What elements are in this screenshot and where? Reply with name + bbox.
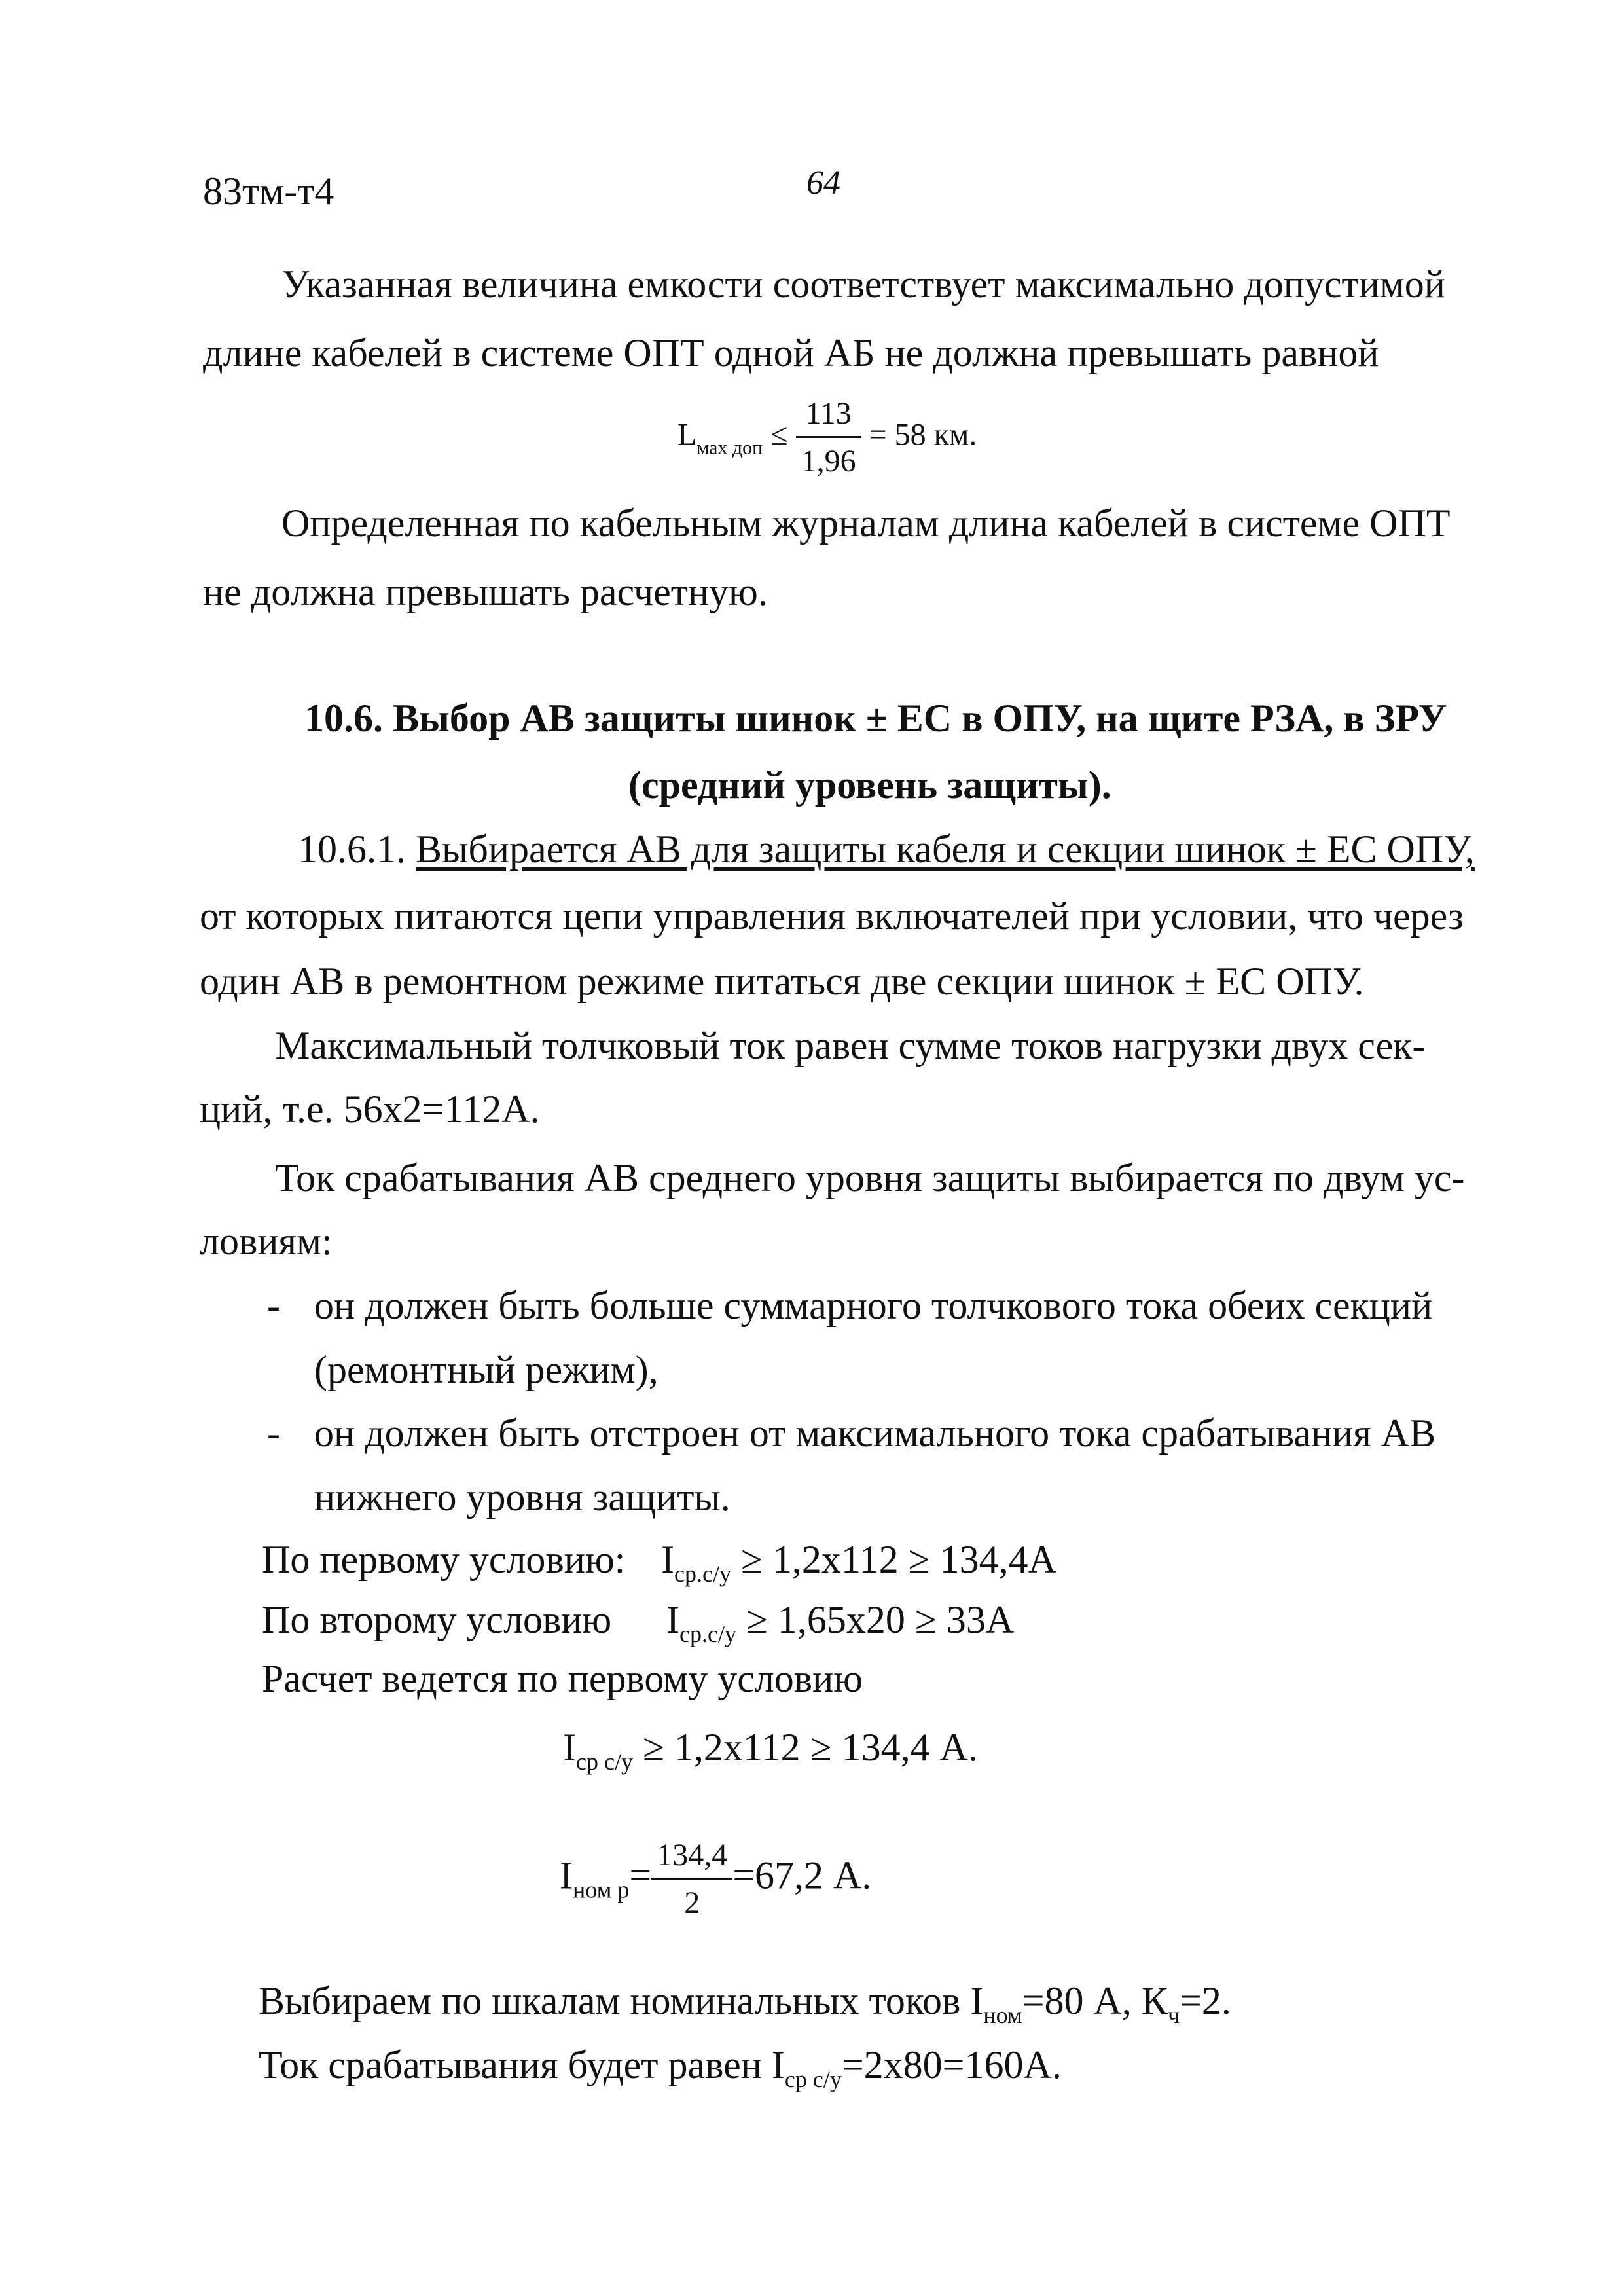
formula-subscript: мах доп	[696, 437, 763, 459]
bullet-item-continuation: (ремонтный режим),	[314, 1348, 659, 1391]
page-number: 64	[806, 164, 840, 202]
formula-symbol: I	[661, 1538, 674, 1581]
formula-subscript: ср.с/у	[679, 1621, 736, 1647]
fraction	[796, 398, 861, 477]
section-subtitle: (средний уровень защиты).	[628, 763, 1111, 807]
formula-symbol: I	[563, 1726, 576, 1769]
paragraph-line	[259, 2043, 1062, 2093]
formula-result: =67,2 А.	[732, 1853, 872, 1897]
formula-subscript: ном р	[572, 1876, 630, 1903]
formula-length-max	[677, 398, 977, 477]
paragraph-line: ций, т.е. 56х2=112А.	[200, 1087, 540, 1131]
section-title: 10.6. Выбор АВ защиты шинок ± ЕС в ОПУ, на щите РЗА, в ЗРУ	[304, 697, 1447, 740]
formula-subscript: ч	[1167, 2002, 1180, 2028]
fraction-numerator: 134,4	[651, 1840, 732, 1880]
bullet-dash: -	[267, 1412, 280, 1455]
paragraph-line: от которых питаются цепи управления включателей при условии, что через	[200, 894, 1464, 938]
fraction	[651, 1840, 732, 1919]
clause-first-line	[298, 827, 1475, 872]
text-segment: Ток срабатывания будет равен I	[259, 2043, 785, 2086]
bullet-item: он должен быть больше суммарного толчкового тока обеих секций	[314, 1284, 1433, 1327]
bullet-item: он должен быть отстроен от максимального тока срабатывания АВ	[314, 1412, 1436, 1455]
formula-current-setting	[563, 1725, 978, 1776]
paragraph-line: Расчет ведется по первому условию	[262, 1657, 863, 1700]
text-segment: =80 А, К	[1022, 1979, 1168, 2022]
paragraph-line	[259, 1978, 1231, 2029]
paragraph-line: длине кабелей в системе ОПТ одной АБ не должна превышать равной	[203, 331, 1379, 374]
text-segment: =2.	[1180, 1979, 1231, 2022]
paragraph-line: Ток срабатывания АВ среднего уровня защиты выбирается по двум ус-	[275, 1156, 1465, 1199]
fraction-denominator: 2	[684, 1886, 700, 1920]
formula-symbol: I	[560, 1853, 573, 1897]
clause-heading: Выбирается АВ для защиты кабеля и секции шинок ± ЕС ОПУ,	[416, 828, 1475, 871]
formula-operator: =	[629, 1853, 652, 1897]
formula-expression: ≥ 1,65х20 ≥ 33А	[746, 1598, 1015, 1641]
condition-formula	[661, 1537, 1056, 1588]
formula-expression: ≥ 1,2х112 ≥ 134,4А	[740, 1538, 1056, 1581]
clause-number: 10.6.1.	[298, 828, 406, 871]
text-segment: =2х80=160А.	[841, 2043, 1062, 2086]
paragraph-line: Указанная величина емкости соответствует максимально допустимой	[281, 263, 1445, 306]
condition-label: По первому условию:	[262, 1538, 626, 1581]
bullet-dash: -	[267, 1284, 280, 1327]
formula-result: = 58 км.	[869, 417, 977, 452]
paragraph-line: ловиям:	[200, 1220, 333, 1263]
document-code: 83тм-т4	[203, 170, 334, 213]
formula-symbol: I	[666, 1598, 679, 1641]
fraction-numerator: 113	[796, 398, 861, 438]
formula-operator: ≤	[770, 417, 788, 452]
paragraph-line: не должна превышать расчетную.	[203, 570, 768, 613]
paragraph-line: Максимальный толчковый ток равен сумме токов нагрузки двух сек-	[275, 1024, 1426, 1067]
condition-formula	[666, 1597, 1014, 1648]
formula-expression: ≥ 1,2х112 ≥ 134,4 А.	[642, 1726, 978, 1769]
text-segment: Выбираем по шкалам номинальных токов I	[259, 1979, 984, 2022]
bullet-item-continuation: нижнего уровня защиты.	[314, 1476, 731, 1519]
formula-symbol: L	[677, 417, 697, 452]
condition-label: По второму условию	[262, 1598, 612, 1641]
formula-nominal-current	[560, 1840, 871, 1919]
paragraph-line: Определенная по кабельным журналам длина кабелей в системе ОПТ	[281, 501, 1451, 545]
fraction-denominator: 1,96	[801, 444, 856, 479]
formula-subscript: ср с/у	[575, 1749, 633, 1775]
paragraph-line: один АВ в ремонтном режиме питаться две секции шинок ± ЕС ОПУ.	[200, 960, 1364, 1003]
formula-subscript: ср с/у	[784, 2066, 842, 2092]
formula-subscript: ср.с/у	[674, 1561, 731, 1587]
formula-subscript: ном	[983, 2002, 1022, 2028]
